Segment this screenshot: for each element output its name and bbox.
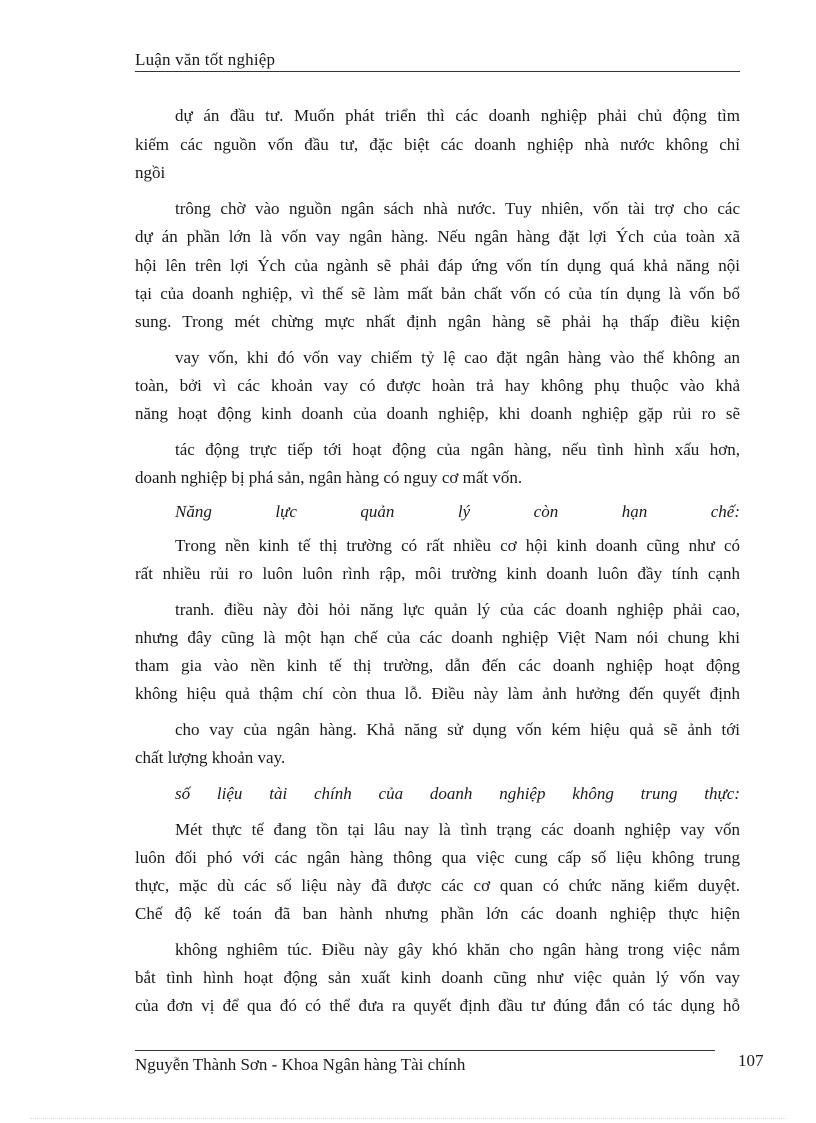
text-line: không nghiêm túc. Điều này gây khó khăn cho ngân hàng trong việc nắm bbox=[175, 940, 740, 959]
text-line: vay vốn, khi đó vốn vay chiếm tỷ lệ cao đặt ngân hàng vào thế không an bbox=[175, 348, 740, 367]
text-line: ngồi bbox=[135, 163, 166, 182]
text-line: thực, mặc dù các số liệu này đã được các cơ quan có chức năng kiểm duyệt. bbox=[135, 876, 740, 895]
text-line: tác động trực tiếp tới hoạt động của ngân hàng, nếu tình hình xấu hơn, bbox=[175, 440, 740, 459]
text-line: tranh. điều này đòi hỏi năng lực quản lý của các doanh nghiệp phải cao, bbox=[175, 600, 740, 619]
section-heading: Năng lực quản lý còn hạn chế: bbox=[175, 502, 740, 521]
text-line: Trong nền kinh tế thị trường có rất nhiều cơ hội kinh doanh cũng như có bbox=[175, 536, 740, 555]
text-line: hội lên trên lợi Ých của ngành sẽ phải đáp ứng vốn tín dụng quá khả năng nội bbox=[135, 256, 740, 275]
text-line: doanh nghiệp bị phá sản, ngân hàng có nguy cơ mất vốn. bbox=[135, 468, 523, 487]
text-line: sung. Trong mét chừng mực nhất định ngân hàng sẽ phải hạ thấp điều kiện bbox=[135, 312, 740, 331]
text-line: tham gia vào nền kinh tế thị trường, dẫn đến các doanh nghiệp hoạt động bbox=[135, 656, 740, 675]
text-line: cho vay của ngân hàng. Khả năng sử dụng vốn kém hiệu quả sẽ ảnh tới bbox=[175, 720, 740, 739]
text-line: Mét thực tế đang tồn tại lâu nay là tình trạng các doanh nghiệp vay vốn bbox=[175, 820, 740, 839]
text-line: rất nhiều rủi ro luôn luôn rình rập, môi trường kinh doanh luôn đầy tính cạnh bbox=[135, 564, 740, 583]
page-header-title: Luận văn tốt nghiệp bbox=[135, 50, 276, 69]
text-line: dự án phần lớn là vốn vay ngân hàng. Nếu ngân hàng đặt lợi Ých của toàn xã bbox=[135, 227, 740, 246]
text-line: của đơn vị để qua đó có thể đưa ra quyết định đầu tư đúng đắn có tác dụng hỗ bbox=[135, 996, 740, 1015]
text-line: bắt tình hình hoạt động sản xuất kinh doanh cũng như việc quản lý vốn vay bbox=[135, 968, 740, 987]
text-line: kiếm các nguồn vốn đầu tư, đặc biệt các doanh nghiệp nhà nước không chỉ bbox=[135, 135, 740, 154]
text-line: trông chờ vào nguồn ngân sách nhà nước. Tuy nhiên, vốn tài trợ cho các bbox=[175, 199, 740, 218]
page-edge-dots bbox=[30, 1118, 786, 1119]
section-heading: số liệu tài chính của doanh nghiệp không trung thực: bbox=[175, 784, 740, 803]
footer-divider bbox=[135, 1050, 715, 1051]
footer-author: Nguyễn Thành Sơn - Khoa Ngân hàng Tài chính bbox=[135, 1055, 466, 1074]
text-line: tại của doanh nghiệp, vì thế sẽ làm mất bản chất vốn có của tín dụng là vốn bổ bbox=[135, 284, 740, 303]
text-line: nhưng đây cũng là một hạn chế của các doanh nghiệp Việt Nam nói chung khi bbox=[135, 628, 740, 647]
text-line: năng hoạt động kinh doanh của doanh nghiệp, khi doanh nghiệp gặp rủi ro sẽ bbox=[135, 404, 740, 423]
page-number: 107 bbox=[738, 1051, 764, 1070]
text-line: dự án đầu tư. Muốn phát triển thì các doanh nghiệp phải chủ động tìm bbox=[175, 106, 740, 125]
header-divider bbox=[135, 71, 740, 72]
text-line: không hiệu quả thậm chí còn thua lỗ. Điều này làm ảnh hưởng đến quyết định bbox=[135, 684, 740, 703]
text-line: chất lượng khoản vay. bbox=[135, 748, 286, 767]
text-line: Chế độ kế toán đã ban hành nhưng phần lớn các doanh nghiệp thực hiện bbox=[135, 904, 740, 923]
text-line: toàn, bởi vì các khoản vay có được hoàn trả hay không phụ thuộc vào khả bbox=[135, 376, 740, 395]
text-line: luôn đối phó với các ngân hàng thông qua việc cung cấp số liệu không trung bbox=[135, 848, 740, 867]
